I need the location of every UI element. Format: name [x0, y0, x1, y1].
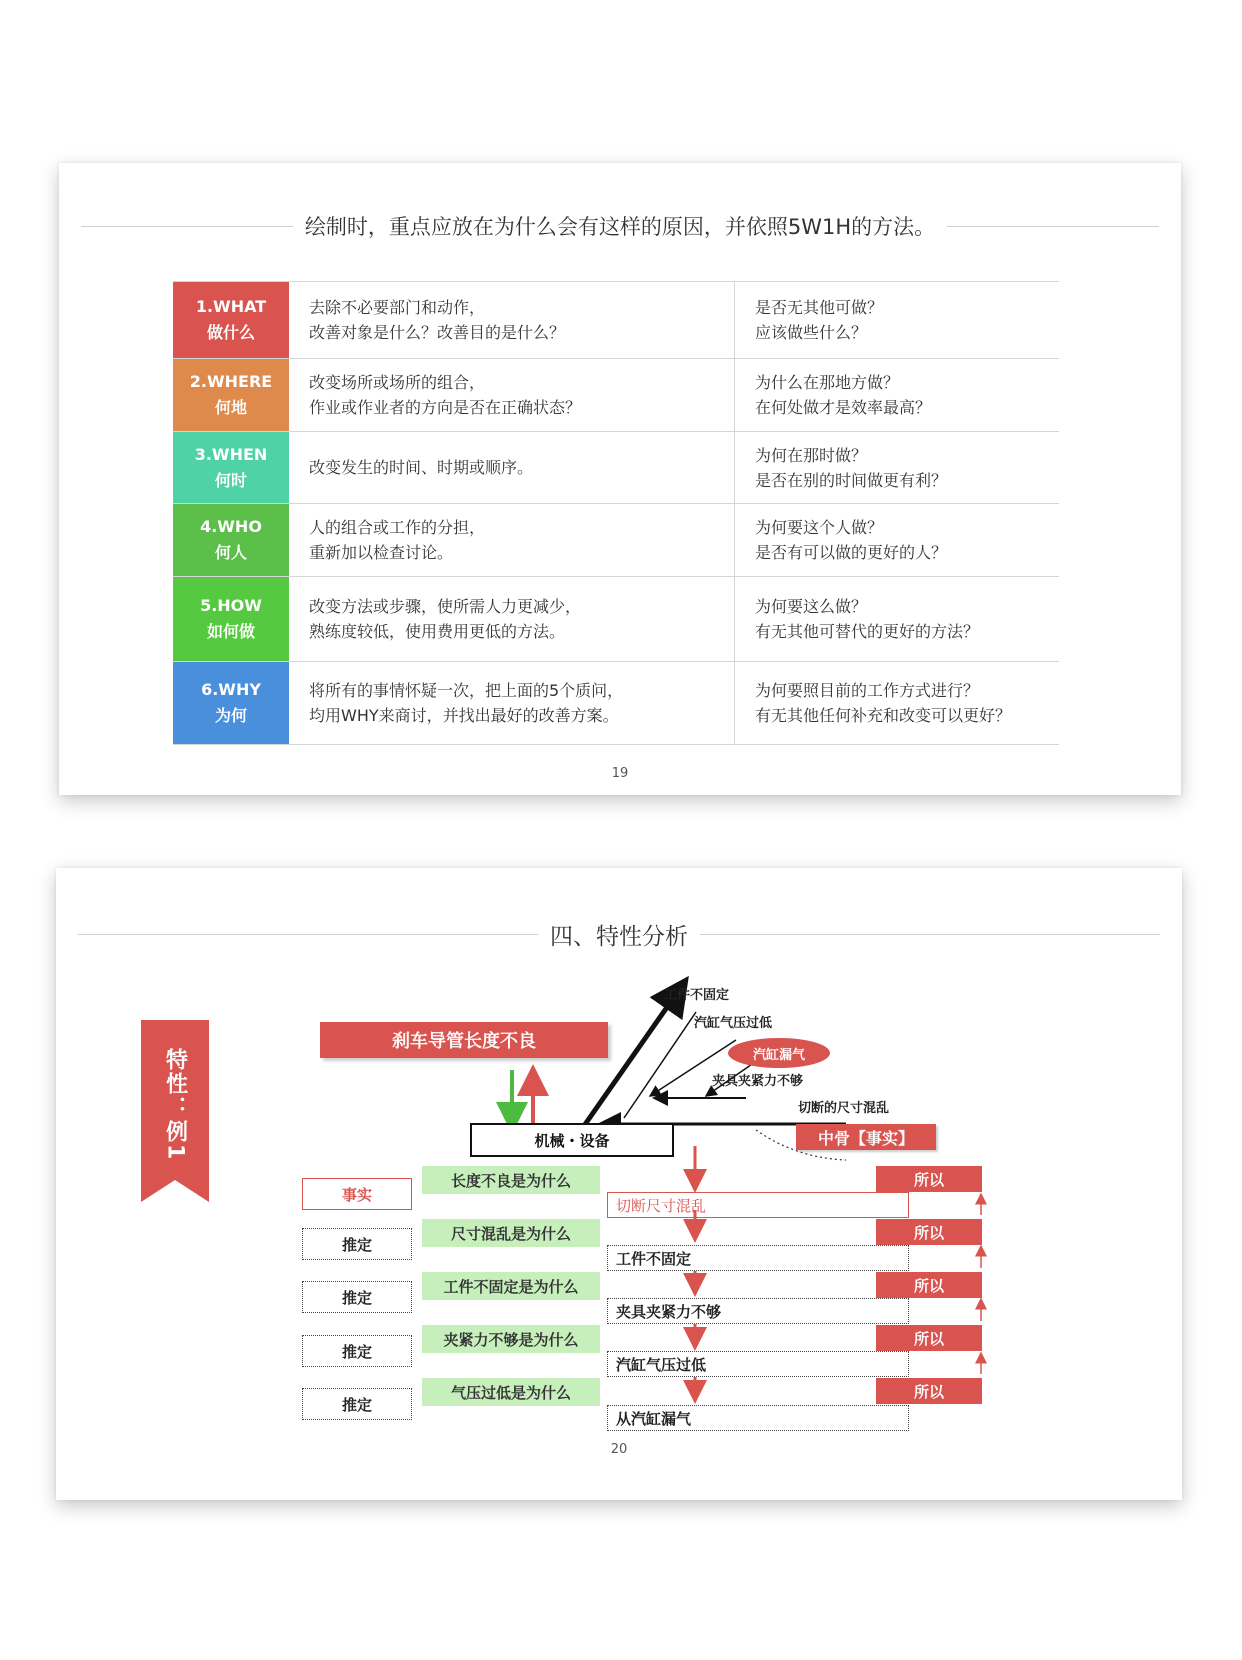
question-line: 为什么在那地方做？: [755, 373, 900, 392]
improve-line: 人的组合或工作的分担，: [309, 518, 486, 537]
category-cell: [173, 577, 289, 661]
improve-line: 改变发生的时间、时期或顺序。: [309, 458, 534, 477]
question-line: 是否有可以做的更好的人？: [755, 543, 948, 562]
table-row: [173, 359, 1059, 432]
therefore-box: 所以: [876, 1378, 982, 1404]
question-line: 是否在别的时间做更有利？: [755, 470, 948, 490]
improve-line: 均用WHY来商讨，并找出最好的改善方案。: [309, 706, 619, 725]
improve-line: 作业或作业者的方向是否在正确状态？: [309, 398, 582, 417]
category-en: 1.WHAT: [195, 297, 267, 316]
improve-cell: [289, 432, 735, 503]
why-question: 尺寸混乱是为什么: [422, 1219, 600, 1247]
question-line: 应该做些什么？: [755, 323, 868, 342]
fact-tag: 中骨【事实】: [796, 1124, 936, 1150]
improve-cell: [289, 359, 735, 431]
page-number: 20: [610, 1442, 628, 1457]
improve-cell: [289, 662, 735, 744]
slide-5w1h: [59, 163, 1181, 795]
improve-line: 改善对象是什么？改善目的是什么？: [309, 323, 566, 342]
answer-box: 夹具夹紧力不够: [607, 1298, 909, 1324]
why-question: 夹紧力不够是为什么: [422, 1325, 600, 1353]
bone-label: 夹具夹紧力不够: [712, 1074, 804, 1089]
category-cell: [173, 359, 289, 431]
table-row: [173, 662, 1059, 745]
answer-box: 切断尺寸混乱: [607, 1192, 909, 1218]
why-question: 气压过低是为什么: [422, 1378, 600, 1406]
bone-label: 汽缸气压过低: [694, 1016, 773, 1031]
improve-line: 改变场所或场所的组合，: [309, 373, 486, 392]
assume-label: 推定: [302, 1228, 412, 1260]
answer-box: 从汽缸漏气: [607, 1405, 909, 1431]
slide-title-bar: [81, 211, 1159, 241]
category-zh: 做什么: [206, 323, 255, 342]
assume-label: 推定: [302, 1335, 412, 1367]
category-cell: [173, 504, 289, 576]
problem-box: 刹车导管长度不良: [320, 1022, 608, 1058]
question-cell: [735, 504, 1059, 576]
category-en: 2.WHERE: [189, 372, 273, 391]
question-line: 为何要这么做？: [755, 597, 868, 616]
therefore-box: 所以: [876, 1325, 982, 1351]
category-zh: 何时: [214, 470, 247, 490]
question-cell: [735, 359, 1059, 431]
improve-cell: [289, 577, 735, 661]
question-line: 在何处做才是效率最高？: [755, 398, 932, 417]
category-cell: [173, 432, 289, 503]
table-row: [173, 504, 1059, 577]
why-question: 长度不良是为什么: [422, 1166, 600, 1194]
bone-label: 切断的尺寸混乱: [798, 1101, 890, 1116]
bone-label: 工件不固定: [664, 988, 730, 1003]
question-line: 为何要照目前的工作方式进行？: [755, 681, 980, 700]
assume-label: 推定: [302, 1388, 412, 1420]
therefore-box: 所以: [876, 1219, 982, 1245]
table-row: [173, 432, 1059, 504]
bone-line: [624, 1012, 696, 1118]
why-question: 工件不固定是为什么: [422, 1272, 600, 1300]
question-line: 为何在那时做？: [755, 445, 868, 465]
ribbon-text: 特性：例1: [162, 1048, 188, 1162]
machine-box: 机械・设备: [470, 1123, 674, 1157]
category-zh: 何人: [214, 543, 247, 562]
therefore-box: 所以: [876, 1272, 982, 1298]
fact-label: 事实: [302, 1178, 412, 1210]
question-cell: [735, 432, 1059, 503]
question-cell: [735, 577, 1059, 661]
table-row: [173, 281, 1059, 359]
category-zh: 如何做: [206, 622, 255, 641]
answer-box: 汽缸气压过低: [607, 1351, 909, 1377]
table-row: [173, 577, 1059, 662]
category-cell: [173, 282, 289, 358]
improve-cell: [289, 282, 735, 358]
answer-box: 工件不固定: [607, 1245, 909, 1271]
improve-line: 将所有的事情怀疑一次，把上面的5个质问，: [309, 681, 624, 700]
assume-label: 推定: [302, 1281, 412, 1313]
category-en: 5.HOW: [200, 596, 262, 615]
improve-line: 去除不必要部门和动作，: [309, 298, 486, 317]
slide-title: 绘制时，重点应放在为什么会有这样的原因，并依照5W1H的方法。: [304, 215, 936, 239]
leak-ellipse: 汽缸漏气: [728, 1038, 830, 1068]
category-en: 3.WHEN: [194, 444, 268, 464]
page-number: 19: [611, 766, 629, 781]
slide-title: 四、特性分析: [550, 924, 688, 950]
slide-characteristic-analysis: [56, 868, 1182, 1500]
category-en: 6.WHY: [201, 680, 261, 699]
question-cell: [735, 282, 1059, 358]
question-line: 有无其他可替代的更好的方法？: [755, 622, 980, 641]
therefore-box: 所以: [876, 1166, 982, 1192]
question-line: 有无其他任何补充和改变可以更好？: [755, 706, 1012, 725]
improve-line: 改变方法或步骤，使所需人力更减少，: [309, 597, 582, 616]
question-line: 为何要这个人做？: [755, 518, 884, 537]
question-cell: [735, 662, 1059, 744]
category-cell: [173, 662, 289, 744]
category-zh: 为何: [214, 706, 247, 725]
category-en: 4.WHO: [200, 517, 262, 536]
5w1h-table: [173, 281, 1059, 745]
improve-line: 重新加以检查讨论。: [309, 543, 454, 562]
category-zh: 何地: [214, 398, 247, 417]
improve-cell: [289, 504, 735, 576]
improve-line: 熟练度较低，使用费用更低的方法。: [309, 622, 566, 641]
question-line: 是否无其他可做？: [755, 298, 884, 317]
